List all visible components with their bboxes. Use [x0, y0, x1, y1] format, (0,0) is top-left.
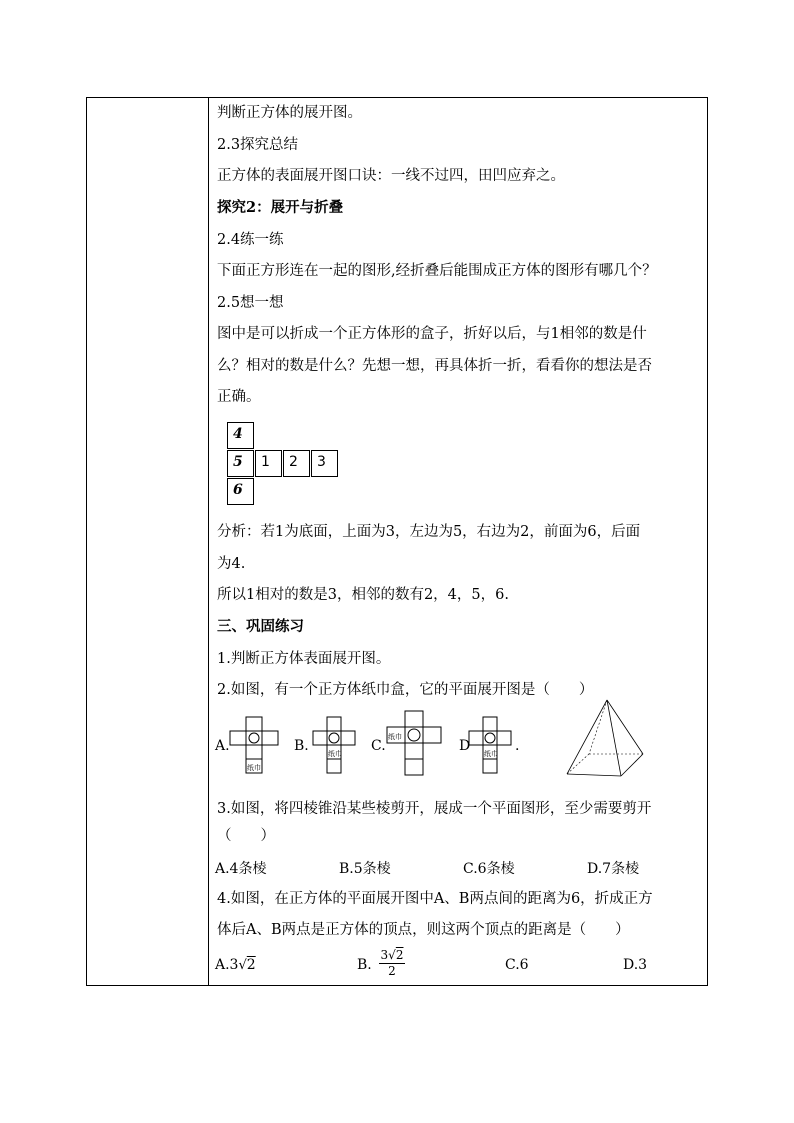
q2-net-c	[383, 709, 457, 781]
net-cell-1: 1	[255, 450, 282, 477]
line-3: 正方体的表面展开图口诀：一线不过四，田凹应弃之。	[217, 168, 565, 184]
q2-net-d	[465, 715, 521, 777]
net-cell-5: 5	[227, 450, 254, 477]
q2-net-b	[309, 715, 361, 777]
line-8: 图中是可以折成一个正方体形的盒子，折好以后，与1相邻的数是什	[217, 326, 647, 342]
line-10: 正确。	[217, 389, 261, 405]
section-heading-practice: 三、巩固练习	[217, 618, 304, 635]
q2-option-d-dot: .	[515, 738, 520, 754]
line-18: （ ）	[217, 828, 275, 844]
line-2: 2.3探究总结	[217, 137, 299, 153]
q2-option-c-label: C.	[371, 738, 386, 754]
q2-net-b-label: 纸巾	[328, 750, 342, 758]
net-cell-3: 3	[311, 450, 338, 477]
q4-option-b-label: B.	[357, 957, 372, 973]
q4-option-a: A.3√2	[215, 957, 256, 973]
content-table	[86, 97, 708, 986]
section-heading-explore-2: 探究2：展开与折叠	[217, 199, 344, 216]
q2-net-a-label: 纸巾	[247, 764, 261, 772]
cube-net-figure	[227, 422, 347, 508]
line-11: 分析：若1为底面，上面为3，左边为5，右边为2，前面为6，后面	[217, 524, 641, 540]
q3-option-a: A.4条棱	[215, 861, 267, 877]
net-cell-4: 4	[227, 422, 254, 449]
q2-net-a	[228, 715, 292, 777]
line-15: 1.判断正方体表面展开图。	[217, 651, 391, 667]
line-5: 2.4练一练	[217, 232, 284, 248]
q3-option-d: D.7条棱	[587, 861, 640, 877]
line-1: 判断正方体的展开图。	[217, 105, 362, 121]
q2-net-c-label: 纸巾	[388, 733, 402, 741]
q2-option-a-label: A.	[215, 738, 230, 754]
pyramid-figure	[563, 696, 649, 782]
line-9: 么？相对的数是什么？先想一想，再具体折一折，看看你的想法是否	[217, 358, 652, 374]
q2-option-b-label: B.	[294, 738, 309, 754]
column-divider	[208, 98, 209, 985]
line-12: 为4.	[217, 556, 246, 572]
q2-option-d-label: D	[459, 738, 471, 754]
line-17: 3.如图，将四棱锥沿某些棱剪开，展成一个平面图形，至少需要剪开	[217, 801, 652, 817]
line-20: 体后A、B两点是正方体的顶点，则这两个顶点的距离是（ ）	[217, 922, 630, 938]
q4-option-b-fraction: $\frac{3√2}{2}$	[380, 948, 404, 978]
line-6: 下面正方形连在一起的图形,经折叠后能围成正方体的图形有哪几个？	[217, 263, 657, 279]
q3-option-c: C.6条棱	[463, 861, 515, 877]
q4-option-c: C.6	[505, 957, 529, 973]
line-16: 2.如图，有一个正方体纸巾盒，它的平面展开图是（ ）	[217, 682, 594, 698]
net-cell-6: 6	[227, 478, 254, 505]
net-cell-2: 2	[283, 450, 310, 477]
q2-net-d-label: 纸巾	[484, 750, 498, 758]
line-19: 4.如图，在正方体的平面展开图中A、B两点间的距离为6，折成正方	[217, 891, 653, 907]
line-7: 2.5想一想	[217, 295, 284, 311]
q3-option-b: B.5条棱	[339, 861, 391, 877]
q4-option-d: D.3	[623, 957, 648, 973]
line-13: 所以1相对的数是3，相邻的数有2，4，5，6.	[217, 587, 509, 603]
